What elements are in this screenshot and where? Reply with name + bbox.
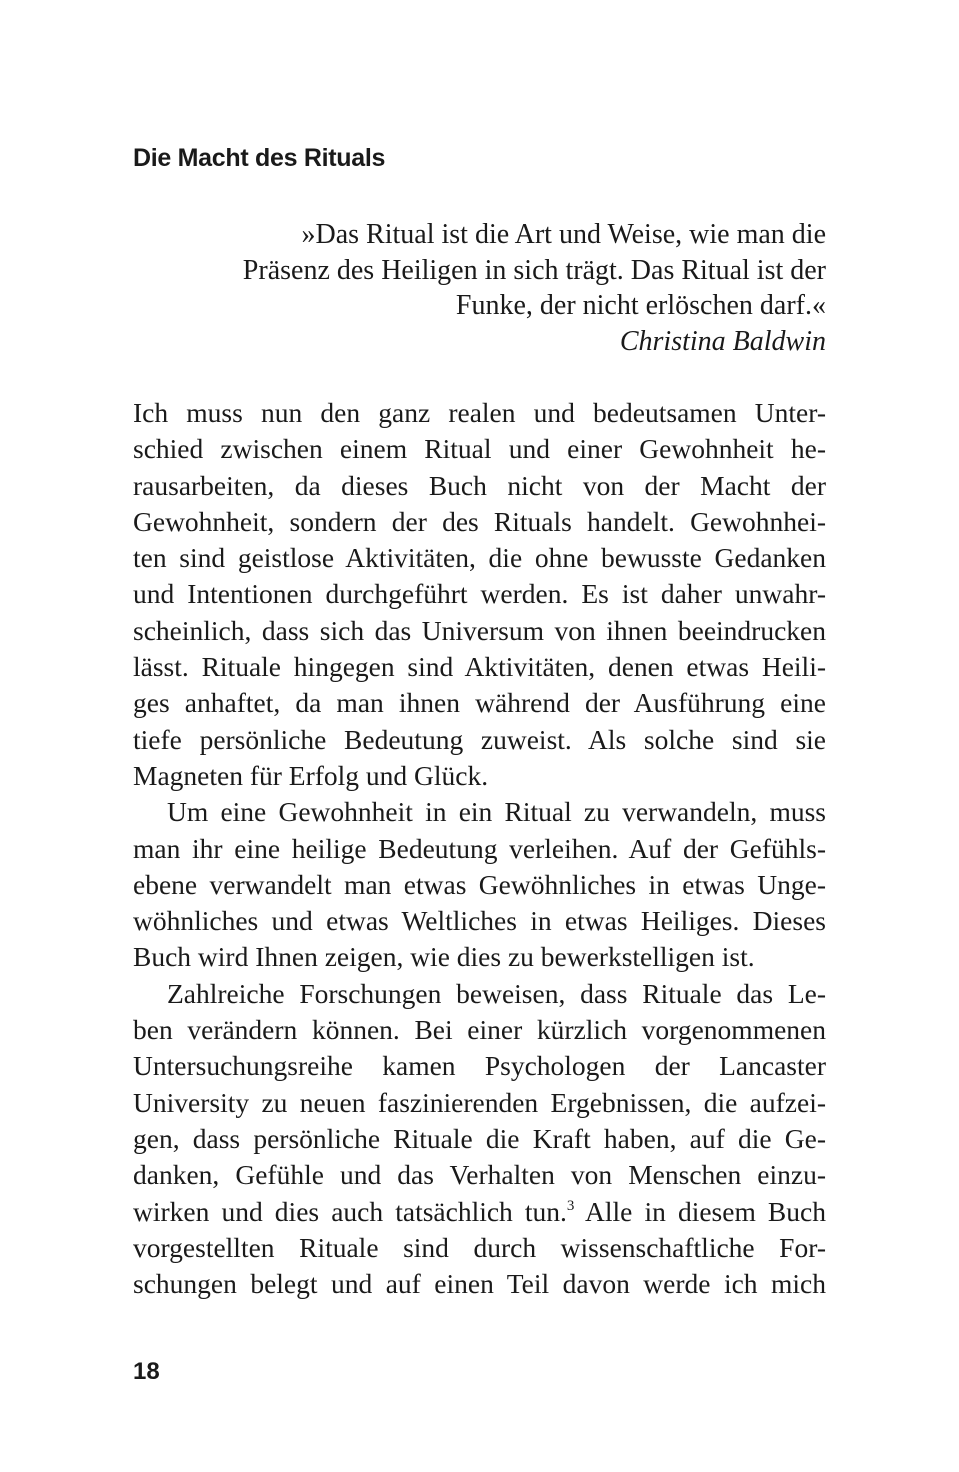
page-number: 18 [133,1358,160,1385]
epigraph-line: Funke, der nicht erlöschen darf.« [455,290,826,321]
text-line: man ihr eine heilige Bedeutung verleihen. Auf der Gefühls- [133,832,826,864]
text-line: ten sind geistlose Aktivitäten, die ohne bewusste Gedanken [133,542,826,574]
text-line: schungen belegt und auf einen Teil davon werde ich mich [133,1268,826,1300]
text-line: rausarbeiten, da dieses Buch nicht von der Macht der [133,469,826,501]
text-line: Buch wird Ihnen zeigen, wie dies zu bewerkstelligen ist. [133,941,755,973]
epigraph-quote [200,217,826,359]
text-line-with-footnote [133,1194,826,1230]
text-line: und Intentionen durchgeführt werden. Es ist daher unwahr- [133,578,826,610]
text-line: tiefe persönliche Bedeutung zuweist. Als solche sind sie [133,723,826,755]
epigraph-line: »Das Ritual ist die Art und Weise, wie man die [301,219,826,250]
epigraph-author: Christina Baldwin [619,325,826,357]
text-line: Zahlreiche Forschungen beweisen, dass Rituale das Le- [167,977,826,1009]
epigraph-line: Präsenz des Heiligen in sich trägt. Das Ritual ist der [242,254,826,286]
text-line: gen, dass persönliche Rituale die Kraft haben, auf die Ge- [133,1122,826,1154]
text-line: vorgestellten Rituale sind durch wissenschaftliche For- [133,1231,826,1263]
text-line: lässt. Rituale hingegen sind Aktivitäten, denen etwas Heili- [133,651,826,683]
text-line: ebene verwandelt man etwas Gewöhnliches in etwas Unge- [133,868,826,900]
text-line: University zu neuen faszinierenden Ergebnissen, die aufzei- [133,1086,826,1118]
footnote-reference: 3 [566,1197,575,1214]
text-line: Ich muss nun den ganz realen und bedeutsamen Unter- [133,397,826,428]
text-line: Magneten für Erfolg und Glück. [133,759,489,791]
text-line: schied zwischen einem Ritual und einer Gewohnheit he- [133,433,826,465]
text-segment: Alle in diesem Buch [574,1195,826,1227]
text-line: wöhnliches und etwas Weltliches in etwas Heiliges. Dieses [133,905,826,937]
text-line: Untersuchungsreihe kamen Psychologen der Lancaster [133,1050,826,1082]
text-line: Um eine Gewohnheit in ein Ritual zu verwandeln, muss [167,796,826,828]
text-line: Gewohnheit, sondern der des Rituals handelt. Gewohnhei- [133,505,826,537]
text-line: danken, Gefühle und das Verhalten von Menschen einzu- [133,1159,826,1191]
text-line: ges anhaftet, da man ihnen während der Ausführung eine [133,687,826,719]
text-segment: wirken und dies auch tatsächlich tun. [133,1195,567,1227]
text-line: ben verändern können. Bei einer kürzlich vorgenommenen [133,1014,826,1046]
text-line: scheinlich, dass sich das Universum von ihnen beeindrucken [133,614,826,646]
section-heading: Die Macht des Rituals [133,144,386,172]
body-text [133,395,826,1302]
